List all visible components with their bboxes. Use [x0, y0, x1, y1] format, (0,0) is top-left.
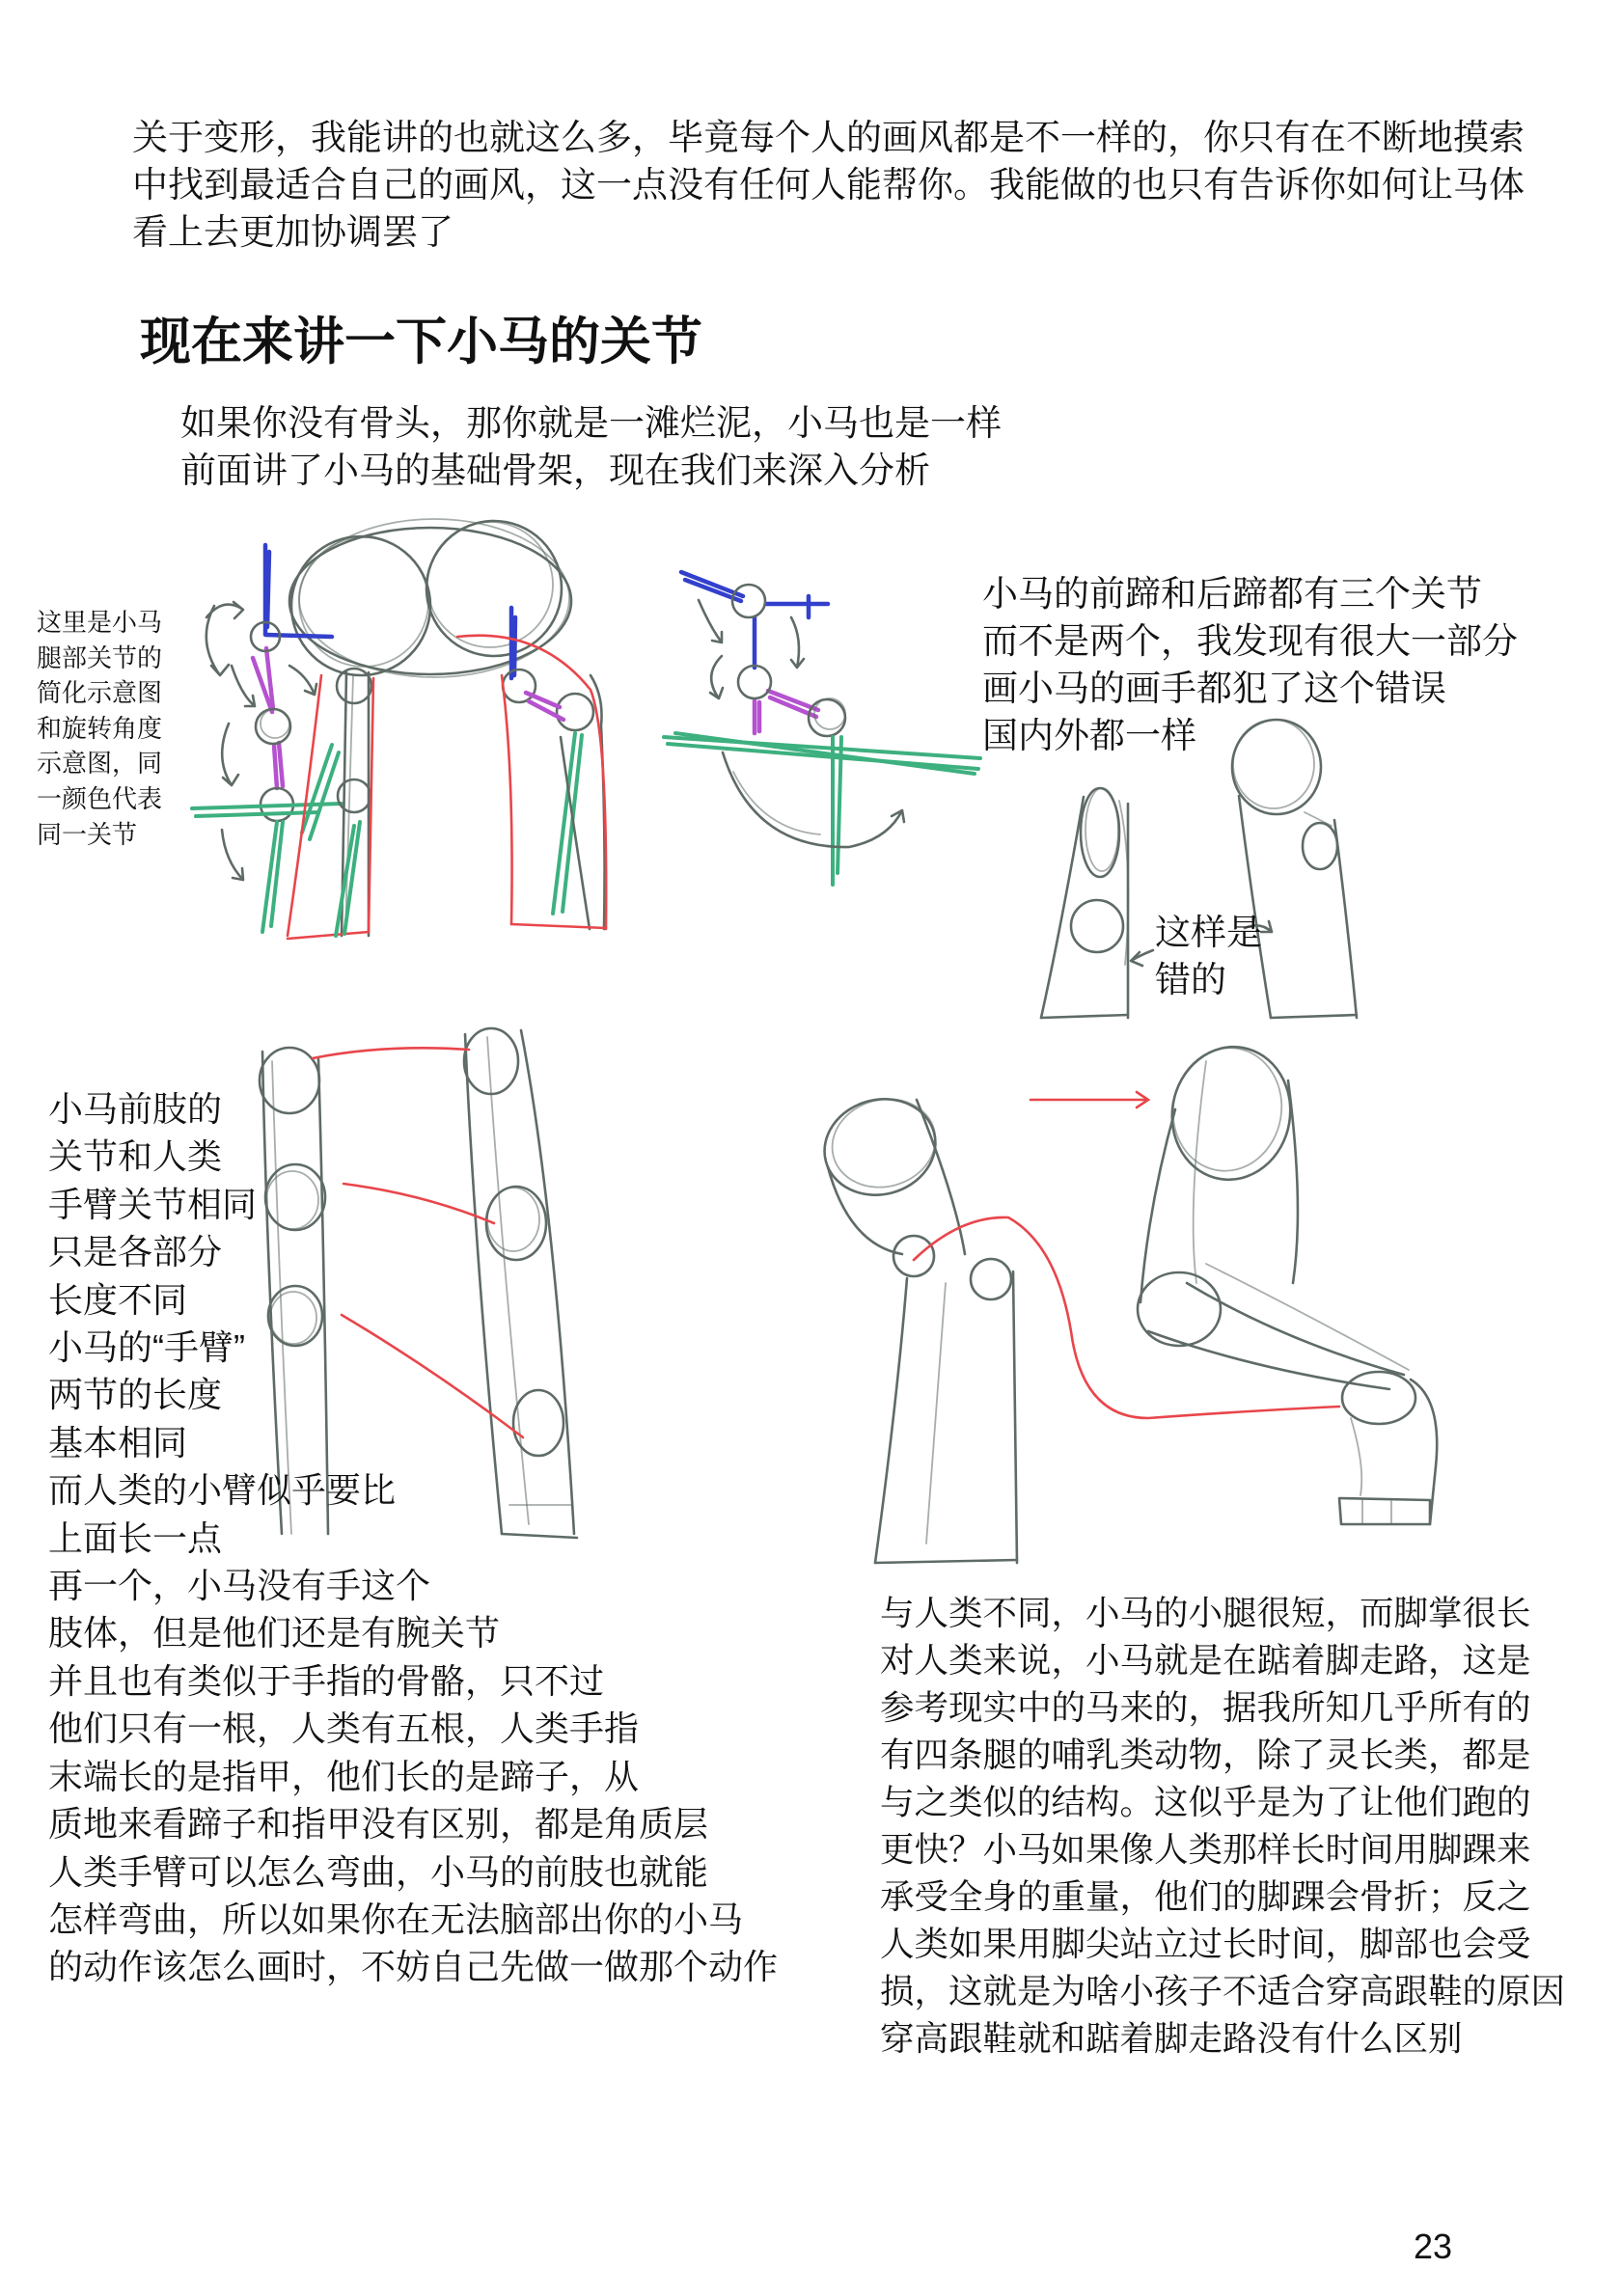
forelimb-line: 他们只有一根，人类有五根，人类手指: [48, 1708, 640, 1749]
leg-joint-diagram: [192, 519, 606, 939]
intro-line: 看上去更加协调罢了: [132, 212, 453, 252]
forelimb-line: 的动作该怎么画时，不妨自己先做一做那个动作: [48, 1947, 779, 1987]
joint-circle-fetlock: [557, 694, 593, 730]
forelimb-line: 基本相同: [48, 1422, 188, 1462]
joints-note-line: 而不是两个，我发现有很大一部分: [982, 621, 1518, 661]
back-leg-sketch: [457, 608, 606, 929]
hindlimb-line: 损，这就是为啥小孩子不适合穿高跟鞋的原因: [880, 1972, 1566, 2010]
hindlimb-line: 承受全身的重量，他们的脚踝会骨折；反之: [880, 1877, 1531, 1916]
diagram-note-line: 示意图，同: [37, 749, 163, 779]
hind-leg-joint-diagram: [664, 572, 980, 885]
intro-paragraph: [132, 114, 1525, 256]
rotation-joint-chain: [192, 545, 342, 932]
forelimb-line: 关节和人类: [48, 1136, 223, 1177]
diagram-note-line: 同一关节: [37, 819, 138, 849]
hindlimb-line: 有四条腿的哺乳类动物，除了灵长类，都是: [880, 1736, 1531, 1774]
diagram-note-line: 一颜色代表: [37, 783, 163, 813]
forelimb-line: 两节的长度: [48, 1375, 223, 1415]
hindlimb-line: 参考现实中的马来的，据我所知几乎所有的: [880, 1688, 1531, 1727]
rotation-arrow: [289, 666, 316, 695]
wrong-label-line: 这样是: [1155, 913, 1262, 952]
diagram-note: [37, 605, 162, 852]
forelimb-line: 肢体，但是他们还是有腕关节: [48, 1613, 501, 1654]
forelimb-line: 手臂关节相同: [48, 1184, 258, 1224]
rotation-arrow: [206, 602, 243, 618]
forelimb-line: 只是各部分: [48, 1232, 223, 1272]
joints-note: [982, 570, 1518, 759]
intro-line: 中找到最适合自己的画风，这一点没有任何人能帮你。我能做的也只有告诉你如何让马体: [132, 165, 1525, 205]
diagram-note-line: 这里是小马: [37, 608, 163, 637]
forelimb-line: 长度不同: [48, 1279, 188, 1320]
joints-note-line: 小马的前蹄和后蹄都有三个关节: [982, 574, 1482, 614]
two-joint-leg: [1041, 788, 1128, 1018]
section-intro: [180, 399, 1002, 494]
wrong-example-label: [1155, 909, 1262, 1003]
pony-hindleg-sketch: [1138, 1037, 1437, 1524]
hindlimb-explanation: [880, 1590, 1565, 2063]
rotation-arrow: [232, 666, 255, 706]
diagram-note-line: 简化示意图: [37, 678, 163, 708]
rotation-arrow: [222, 830, 243, 880]
joint-circle-fetlock: [338, 779, 371, 812]
hoof: [1339, 1498, 1430, 1524]
forelimb-line: 质地来看蹄子和指甲没有区别，都是角质层: [48, 1804, 709, 1845]
joint-link-line: [914, 1217, 1339, 1418]
section-line: 如果你没有骨头，那你就是一滩烂泥，小马也是一样: [180, 403, 1002, 443]
rotation-arrow: [222, 724, 238, 785]
body-sketch: [289, 519, 571, 677]
hindlimb-line: 与人类不同，小马的小腿很短，而脚掌很长: [880, 1594, 1531, 1632]
rotation-arrow: [699, 600, 722, 642]
section-heading: 现在来讲一下小马的关节: [140, 314, 702, 370]
wrong-label-line: 错的: [1155, 960, 1226, 999]
intro-line: 关于变形，我能讲的也就这么多，毕竟每个人的画风都是不一样的，你只有在不断地摸索: [132, 118, 1525, 157]
forelimb-line: 小马前肢的: [48, 1089, 223, 1129]
forelimb-line: 末端长的是指甲，他们长的是蹄子，从: [48, 1756, 640, 1796]
forelimb-line: 并且也有类似于手指的骨骼，只不过: [48, 1660, 605, 1701]
rotation-arrow: [206, 606, 229, 675]
hindlimb-comparison: [813, 1037, 1437, 1563]
joint-circle-middle: [738, 666, 771, 698]
forelimb-line: 人类手臂可以怎么弯曲，小马的前肢也就能: [48, 1851, 709, 1892]
rotation-arrow: [710, 656, 723, 698]
hindlimb-line: 人类如果用脚尖站立过长时间，脚部也会受: [880, 1925, 1531, 1963]
joint-circle-hock: [503, 670, 536, 702]
forelimb-explanation: [48, 1085, 778, 1991]
hindlimb-line: 更快？小马如果像人类那样长时间用脚踝来: [880, 1830, 1531, 1869]
forelimb-line: 小马的“手臂”: [48, 1327, 245, 1368]
diagram-note-line: 和旋转角度: [37, 713, 163, 743]
hindlimb-line: 与之类似的结构。这似乎是为了让他们跑的: [880, 1783, 1531, 1821]
forelimb-line: 上面长一点: [48, 1517, 223, 1558]
hindlimb-line: 穿高跟鞋就和踮着脚走路没有什么区别: [880, 2019, 1463, 2058]
human-leg-sketch: [813, 1087, 1017, 1563]
forelimb-line: 而人类的小臂似乎要比: [48, 1470, 397, 1511]
forelimb-line: 再一个，小马没有手这个: [48, 1566, 431, 1606]
rotation-arrow: [791, 617, 804, 668]
joint-link-line: [313, 1048, 469, 1058]
section-line: 前面讲了小马的基础骨架，现在我们来深入分析: [180, 451, 930, 490]
joints-note-line: 画小马的画手都犯了这个错误: [982, 669, 1446, 708]
joints-note-line: 国内外都一样: [982, 716, 1196, 755]
joint-link-arrow: [1030, 1092, 1148, 1107]
hindlimb-line: 对人类来说，小马就是在踮着脚走路，这是: [880, 1641, 1531, 1680]
arrow-left-icon: [1131, 950, 1153, 966]
forelimb-line: 怎样弯曲，所以如果你在无法脑部出你的小马: [48, 1899, 744, 1939]
page-number: 23: [1414, 2227, 1453, 2266]
diagram-note-line: 腿部关节的: [37, 642, 163, 672]
